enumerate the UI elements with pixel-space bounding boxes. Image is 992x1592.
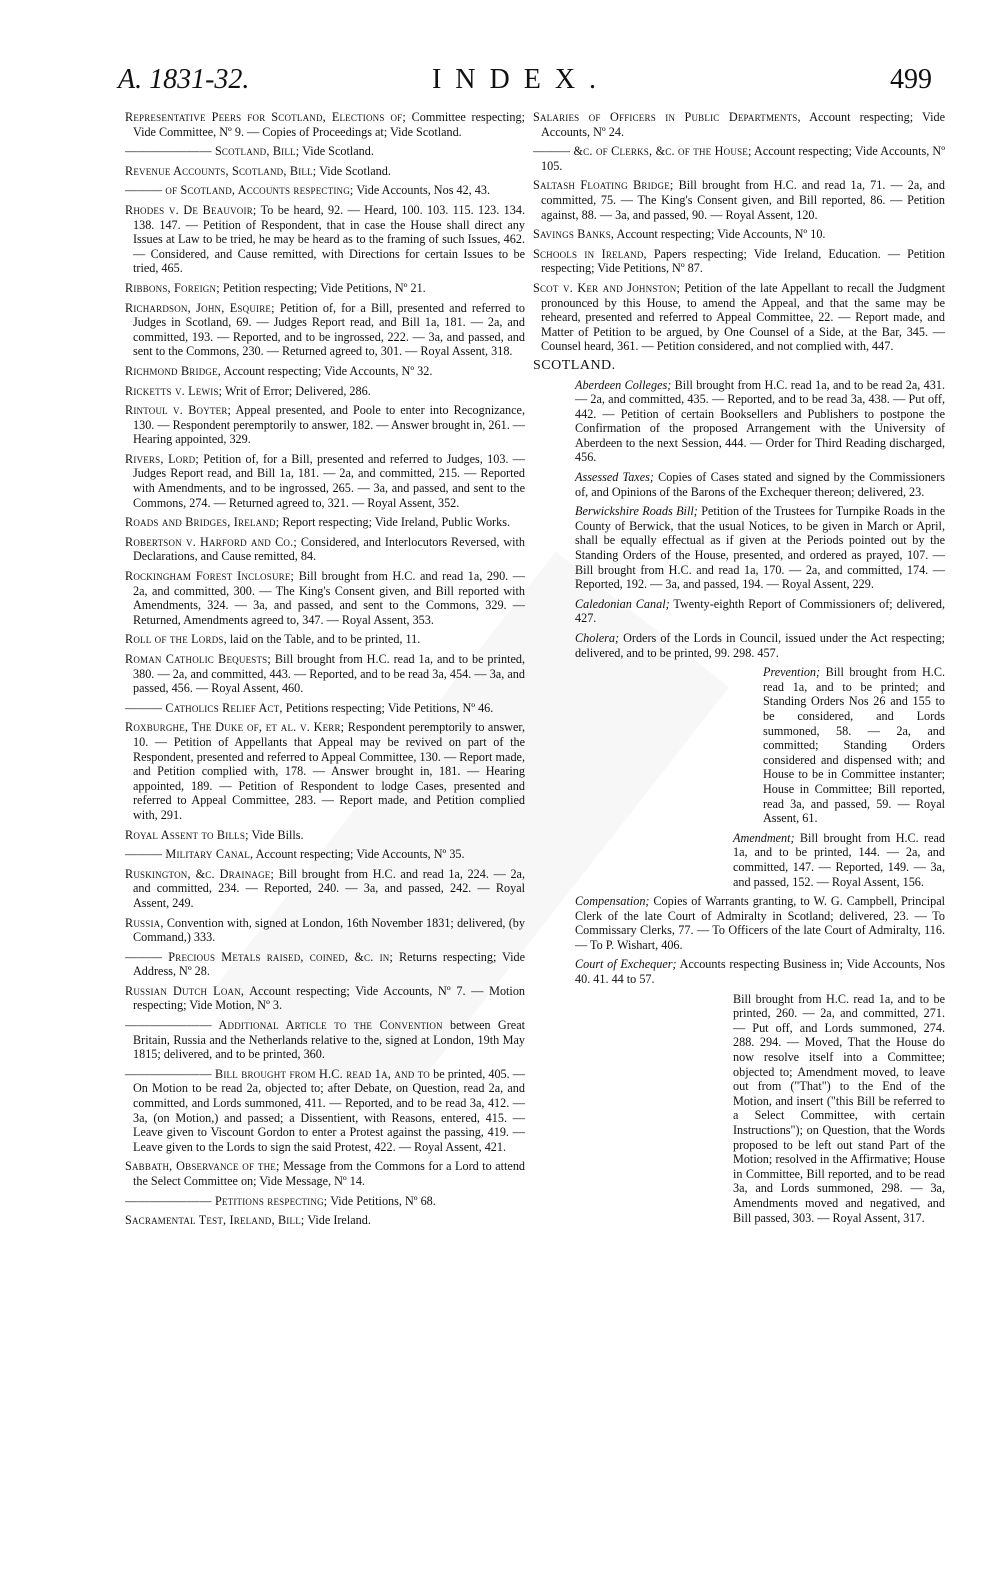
entry-text: Returns respecting; Vide Address, Nº 28. <box>133 949 525 979</box>
index-entry <box>533 178 945 222</box>
index-entry <box>125 867 525 911</box>
entry-head: Richmond Bridge, <box>125 363 222 378</box>
index-entry <box>125 452 525 510</box>
entry-text: Respondent peremptorily to answer, 10. — Petition of Appellants that Appeal may be revived on part of the Respondent, presented and referred to Appeal Committee, 130. — Report made, and Petition complied with, 178. — Answer brought in, 181. — Hearing appointed, 189. — Petition of Respondent to lodge Cases, presented and referred to Appeal Committee, 283. — Report made, and Petition complied with, 291. <box>133 720 525 822</box>
entry-head: Ruskington, &c. Drainage; <box>125 866 275 881</box>
index-entry <box>125 720 525 822</box>
entry-head: Prevention; <box>763 665 821 680</box>
index-entry <box>533 378 945 466</box>
index-entry <box>533 631 945 660</box>
entry-text: Account respecting; Vide Accounts, Nº 10. <box>616 227 826 242</box>
index-entry <box>125 403 525 447</box>
entry-head: Assessed Taxes; <box>575 470 654 485</box>
entry-text: Petition respecting; Vide Petitions, Nº 21. <box>222 280 426 295</box>
page-number: 499 <box>890 64 932 95</box>
entry-text: Copies of Warrants granting, to W. G. Campbell, Principal Clerk of the late Court of Admiralty in Scotland; delivered, 23. — To Commissary Clerks, 77. — To Officers of the late Court of Admiralty, 116. — To P. Wishart, 406. <box>575 894 946 952</box>
entry-head: Roxburghe, The Duke of, et al. v. Kerr; <box>125 720 345 735</box>
index-entry <box>125 203 525 276</box>
entry-text: Convention with, signed at London, 16th November 1831; delivered, (by Command,) 333. <box>133 915 525 945</box>
header-title: INDEX. <box>431 64 611 95</box>
entry-head: Royal Assent to Bills; <box>125 827 249 842</box>
entry-head: Sacramental Test, Ireland, Bill; <box>125 1213 305 1228</box>
entry-text: laid on the Table, and to be printed, 11. <box>229 632 421 647</box>
page-header <box>110 58 932 102</box>
index-entry <box>533 470 945 499</box>
index-entry <box>533 597 945 626</box>
index-entry <box>533 504 945 592</box>
entry-head: Ricketts v. Lewis; <box>125 383 223 398</box>
entry-head: Russian Dutch Loan, <box>125 983 245 998</box>
entry-text: Bill brought from H.C. read 1a, and to be printed, 380. — 2a, and committed, 443. — Reported, and to be read 3a, 454. — 3a, and passed, 456. — Royal Assent, 460. <box>133 652 526 696</box>
left-column <box>125 110 525 1233</box>
entry-head: Compensation; <box>575 894 650 909</box>
entry-head: Schools in Ireland, <box>533 246 647 261</box>
entry-text: Petitions respecting; Vide Petitions, Nº 46. <box>285 700 494 715</box>
entry-head: Scot v. Ker and Johnston; <box>533 280 681 295</box>
entry-text: Account respecting; Vide Accounts, Nº 32. <box>223 363 433 378</box>
entry-head: Roll of the Lords, <box>125 632 227 647</box>
entry-text: Vide Petitions, Nº 68. <box>330 1193 436 1208</box>
entry-head: Rivers, Lord; <box>125 451 199 466</box>
entry-text: To be heard, 92. — Heard, 100. 103. 115. 123. 134. 138. 147. — Petition of Respondent, that in case the House shall direct any Issues at Law to be tried, he may be heard as to the framing of such Issues, 462. — Considered, and Cause remitted, with Directions for certain Issues to be tried, 465. <box>133 202 526 276</box>
index-entry <box>125 301 525 359</box>
index-entry <box>125 110 525 139</box>
index-entry <box>533 144 945 173</box>
index-entry <box>125 384 525 399</box>
entry-head: Rockingham Forest Inclosure; <box>125 569 295 584</box>
entry-text: Bill brought from H.C. and read 1a, 71. — 2a, and committed, 75. — The King's Consent given, and Bill reported, 86. — Petition against, 88. — 3a, and passed, 90. — Royal Assent, 120. <box>541 178 945 222</box>
entry-text: Writ of Error; Delivered, 286. <box>225 383 371 398</box>
header-year: A. 1831-32. <box>118 64 250 95</box>
entry-text: Copies of Cases stated and signed by the Commissioners of, and Opinions of the Barons of the Exchequer thereon; delivered, 23. <box>575 470 946 499</box>
entry-head: Aberdeen Colleges; <box>575 377 672 392</box>
entry-text: Petition of the Trustees for Turnpike Roads in the County of Berwick, that the usual Notices, to be given in March or April, shall be equally effectual as if given at the Periods pointed out by the Standing Orders of the House, presented, and ordered as prayed, 107. — Bill brought from H.C. and read 1a, 170. — 2a, and committed, 174. — Reported, 192. — 3a, and passed, 194. — Royal Assent, 229. <box>575 504 946 592</box>
index-entry <box>125 916 525 945</box>
right-column <box>533 110 945 1230</box>
index-entry <box>125 515 525 530</box>
entry-text: Vide Accounts, Nos 42, 43. <box>356 183 491 198</box>
entry-head: Sabbath, Observance of the; <box>125 1159 280 1174</box>
entry-text: Vide Ireland. <box>307 1213 371 1228</box>
entry-text: Petition of, for a Bill, presented and referred to Judges, 103. — Judges Report read, and Bill 1a, 181. — 2a, and committed, 215. — Reported with Amendments, and to be ingrossed, 265. — 3a, and passed, and sent to the Commons, 274. — Returned agreed to, 321. — Royal Assent, 352. <box>133 451 525 510</box>
entry-text: Twenty-eighth Report of Commissioners of; delivered, 427. <box>575 596 945 626</box>
entry-head: ——————— Additional Article to the Convention <box>125 1018 443 1033</box>
entry-text: Petition of, for a Bill, presented and referred to Judges in Scotland, 69. — Judges Report read, and Bill 1a, 181. — 2a, and committed, 193. — Reported, and to be ingrossed, 222. — 3a, and passed, and sent to the Commons, 230. — Returned agreed to, 301. — Royal Assent, 318. <box>133 300 525 359</box>
index-entry <box>125 828 525 843</box>
entry-text: Vide Scotland. <box>319 163 391 178</box>
entry-text: Account respecting; Vide Accounts, Nº 105. <box>541 144 945 173</box>
index-entry <box>125 1159 525 1188</box>
index-entry <box>125 701 525 716</box>
entry-text: Bill brought from H.C. read 1a, and to be printed, 144. — 2a, and committed, 147. — Reported, 149. — 3a, and passed, 152. — Royal Assent, 156. <box>733 830 946 889</box>
entry-text: Account respecting; Vide Accounts, Nº 24. <box>541 110 945 139</box>
entry-text: Bill brought from H.C. and read 1a, 290. — 2a, and committed, 300. — The King's Consent given, and Bill reported with Amendments, 324. — 3a, and passed, and sent to the Commons, 329. — Returned, Amendments agreed to, 347. — Royal Assent, 353. <box>133 569 525 627</box>
entry-text: be printed, 405. — On Motion to be read 2a, objected to; after Debate, on Question, read 2a, and committed, and Lords summoned, 411. — Reported, and to be read 3a, 412. — 3a, (on Motion,) and passed; a Dissentient, with Reasons, entered, 415. — Leave given to Viscount Gordon to enter a Protest against the passing, 419. — Leave given to the Lords to sign the said Protest, 422. — Royal Assent, 421. <box>133 1066 525 1154</box>
index-entry <box>533 227 945 242</box>
entry-head: Rhodes v. De Beauvoir; <box>125 202 257 217</box>
entry-head: ——— &c. of Clerks, &c. of the House; <box>533 144 752 159</box>
index-entry <box>125 652 525 696</box>
entry-text: Vide Bills. <box>251 827 304 842</box>
entry-text: Bill brought from H.C. read 1a, and to be printed; and Standing Orders Nos 26 and 155 to be considered, and Lords summoned, 58. — 2a, and committed; Standing Orders considered and dispensed with; and House to be in Committee instanter; House in Committee; Bill reported, read 3a, and passed, 59. — Royal Assent, 61. <box>763 665 945 826</box>
index-entry <box>125 569 525 627</box>
index-entry <box>533 281 945 354</box>
index-entry <box>125 164 525 179</box>
entry-head: ——— Military Canal, <box>125 847 254 862</box>
index-entry <box>125 984 525 1013</box>
entry-text: Report respecting; Vide Ireland, Public Works. <box>282 515 511 530</box>
entry-head: Cholera; <box>575 631 620 645</box>
entry-text: Petition of the late Appellant to recall the Judgment pronounced by this House, to amend the Appeal, and that the same may be reheard, presented and referred to Appeal Committee, 22. — Report made, and Matter of Petition to be argued, by One Counsel of a Side, at the Bar, 345. — Counsel heard, 361. — Petition considered, and not complied with, 447. <box>541 280 946 354</box>
entry-head: Berwickshire Roads Bill; <box>575 504 698 519</box>
entry-head: ——————— Scotland, Bill; <box>125 144 300 159</box>
entry-head: ——————— Bill brought from H.C. read 1a, and to <box>125 1066 430 1081</box>
index-entry <box>533 247 945 276</box>
entry-text: Papers respecting; Vide Ireland, Education. — Petition respecting; Vide Petitions, Nº 87. <box>541 246 946 276</box>
entry-head: ——— Precious Metals raised, coined, &c. in; <box>125 949 394 964</box>
entry-head: Richardson, John, Esquire; <box>125 300 275 315</box>
entry-head: Ribbons, Foreign; <box>125 280 220 295</box>
entry-text: between Great Britain, Russia and the Netherlands relative to the, signed at London, 19th May 1815; delivered, and to be printed, 360. <box>133 1018 525 1062</box>
entry-compensation <box>533 894 945 952</box>
index-entry <box>125 1213 525 1228</box>
entry-head: Caledonian Canal; <box>575 596 670 611</box>
entry-text: Considered, and Interlocutors Reversed, with Declarations, and Cause remitted, 84. <box>133 534 525 564</box>
scotland-entries <box>533 378 945 661</box>
index-entry <box>125 144 525 159</box>
entry-amendment <box>533 831 945 889</box>
index-entry <box>125 183 525 198</box>
entry-head: Saltash Floating Bridge; <box>533 178 674 193</box>
entry-head: Salaries of Officers in Public Departments, <box>533 110 801 124</box>
entry-head: Roman Catholic Bequests; <box>125 652 271 666</box>
scotland-heading: SCOTLAND. <box>533 357 616 373</box>
entry-exchequer <box>533 957 945 986</box>
entry-text: Account respecting; Vide Accounts, Nº 7. — Motion respecting; Vide Motion, Nº 3. <box>133 983 526 1013</box>
index-entry <box>533 110 945 139</box>
entry-text: Bill brought from H.C. read 1a, and to be printed, 260. — 2a, and committed, 271. — Put off, and Lords summoned, 274. 288. 294. — Moved, That the House do now resolve itself into a Committee; objected to; Amendment moved, to leave out from ("That") to the End of the Motion, and insert ("this Bill be referred to a Select Committee, with certain Instructions"); on Question, that the Words proposed to be left out stand Part of the Motion; resolved in the Affirmative; House in Committee, Bill reported, and to be read 3a, and Lords summoned, 298. — 3a, Amendments moved and negatived, and Bill passed, 303. — Royal Assent, 317. <box>733 991 945 1225</box>
index-entry <box>125 281 525 296</box>
entry-head: Roads and Bridges, Ireland; <box>125 515 280 530</box>
entry-text: Message from the Commons for a Lord to attend the Select Committee on; Vide Message, Nº 14. <box>133 1159 526 1188</box>
entry-text: Bill brought from H.C. and read 1a, 224. — 2a, and committed, 234. — Reported, 240. — 3a, and passed, 242. — Royal Assent, 249. <box>133 866 525 910</box>
entry-head: Representative Peers for Scotland, Elections of; <box>125 110 406 124</box>
entry-head: Rintoul v. Boyter; <box>125 403 232 418</box>
entry-head: Court of Exchequer; <box>575 957 677 972</box>
entry-prevention <box>533 665 945 826</box>
entry-head: Amendment; <box>733 830 795 845</box>
index-entry <box>125 847 525 862</box>
entry-head: Robertson v. Harford and Co.; <box>125 534 297 549</box>
entry-head: ——— Catholics Relief Act, <box>125 700 283 715</box>
entry-text: Appeal presented, and Poole to enter into Recognizance, 130. — Respondent peremptorily to answer, 182. — Answer brought in, 261. — Hearing appointed, 329. <box>133 403 525 447</box>
entry-exchequer-bill <box>533 992 945 1226</box>
entry-text: Accounts respecting Business in; Vide Accounts, Nos 40. 41. 44 to 57. <box>575 957 945 987</box>
index-entry <box>125 950 525 979</box>
entry-text: Bill brought from H.C. read 1a, and to be read 2a, 431. — 2a, and committed, 435. — Reported, and to be read 3a, 438. — Put off, 442. — Petition of certain Booksellers and Publishers to postpone the Confirmation of the proposed Arrangement with the University of Aberdeen to the next Session, 444. — Order for Third Reading discharged, 456. <box>575 377 946 465</box>
entry-head: ——— of Scotland, Accounts respecting; <box>125 183 354 198</box>
entry-text: Account respecting; Vide Accounts, Nº 35. <box>255 847 465 862</box>
index-entry <box>125 1067 525 1155</box>
entry-text: Orders of the Lords in Council, issued under the Act respecting; delivered, and to be printed, 99. 298. 457. <box>575 631 946 660</box>
index-entry <box>125 632 525 647</box>
index-entry <box>125 364 525 379</box>
index-entry <box>125 1194 525 1209</box>
right-top-entries <box>533 110 945 354</box>
entry-head: Russia, <box>125 915 164 930</box>
entry-text: Vide Scotland. <box>302 144 374 159</box>
entry-text: Committee respecting; Vide Committee, Nº 9. — Copies of Proceedings at; Vide Scotland. <box>133 110 525 139</box>
index-entry <box>125 535 525 564</box>
entry-head: Savings Banks, <box>533 227 615 242</box>
index-entry <box>125 1018 525 1062</box>
entry-head: Revenue Accounts, Scotland, Bill; <box>125 163 317 178</box>
entry-head: ——————— Petitions respecting; <box>125 1193 328 1208</box>
